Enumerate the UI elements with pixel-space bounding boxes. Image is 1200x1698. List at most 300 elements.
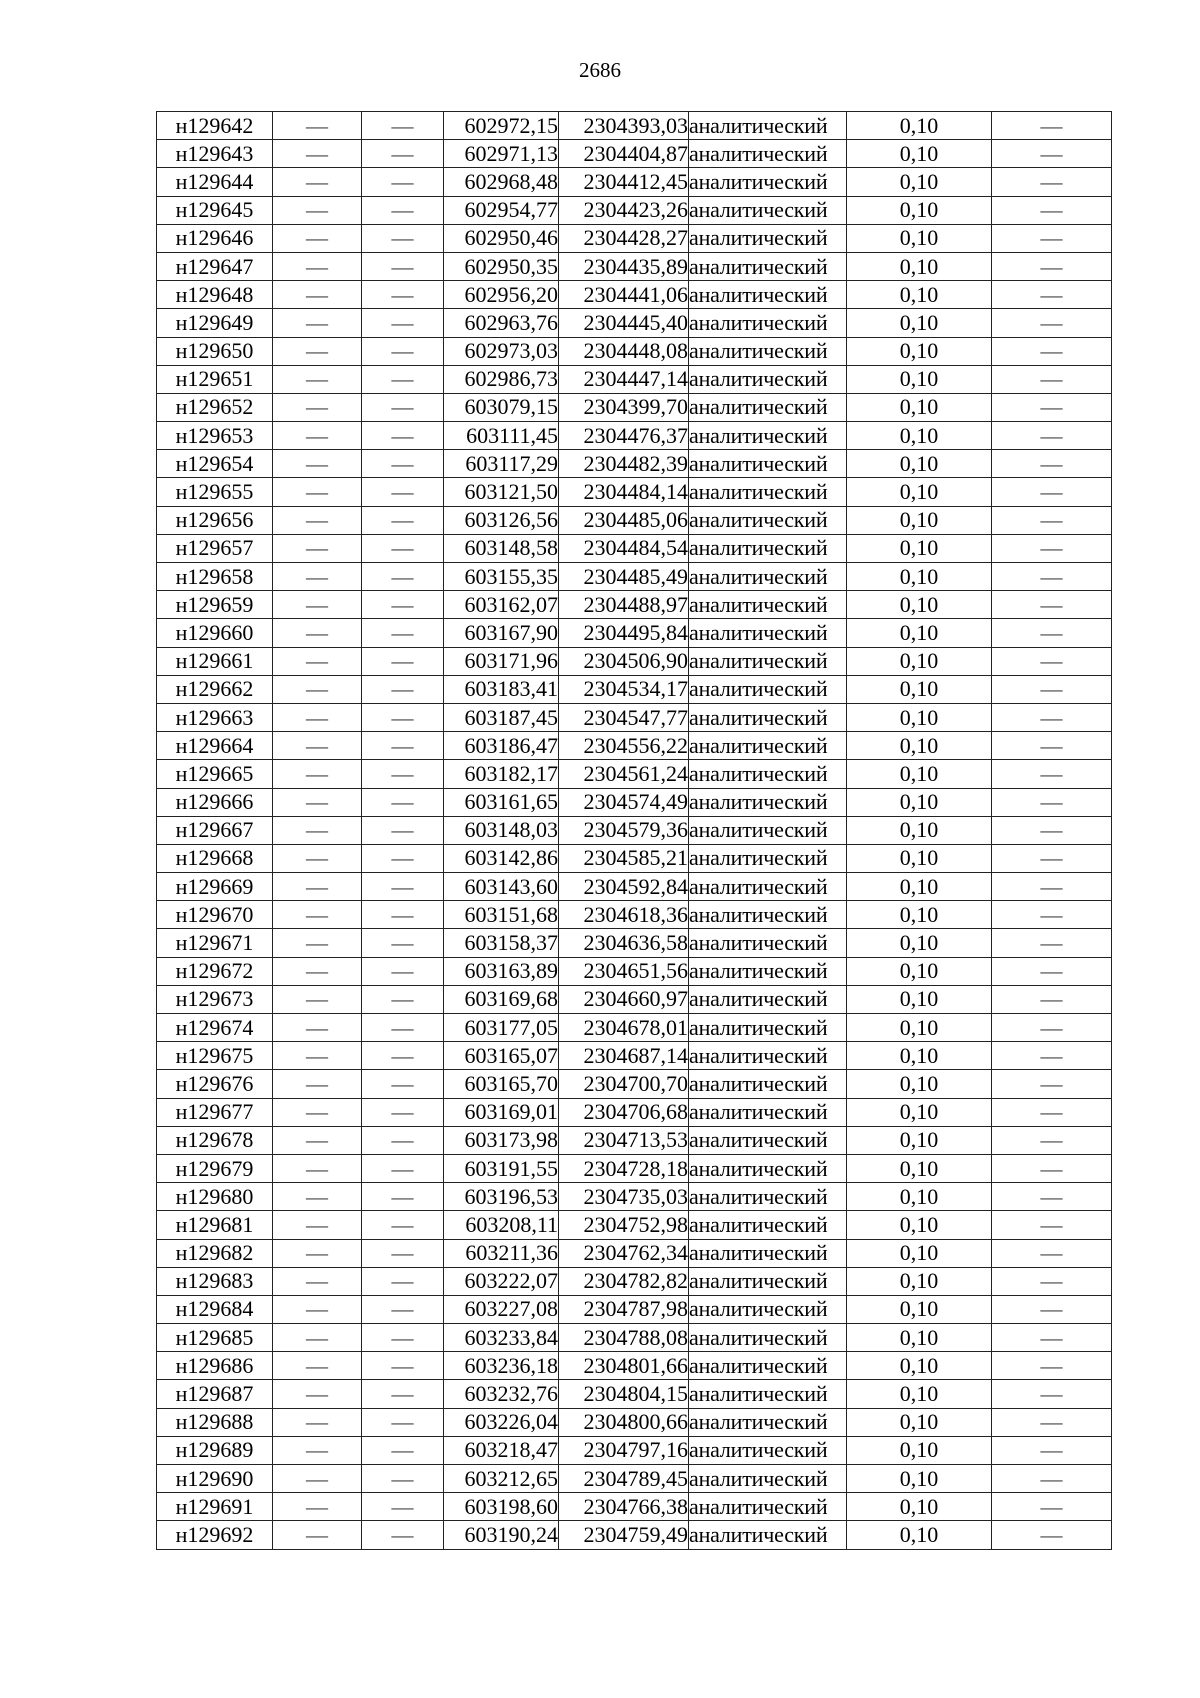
x-coordinate-cell: 603165,70 xyxy=(444,1070,559,1098)
table-row xyxy=(157,1098,1112,1126)
dash-cell: — xyxy=(362,196,444,224)
y-coordinate-cell: 2304556,22 xyxy=(559,732,689,760)
dash-cell: — xyxy=(273,563,362,591)
dash-cell: — xyxy=(992,1014,1112,1042)
table-row xyxy=(157,1436,1112,1464)
x-coordinate-cell: 603233,84 xyxy=(444,1324,559,1352)
point-id-cell: н129662 xyxy=(157,675,273,703)
point-id-cell: н129686 xyxy=(157,1352,273,1380)
dash-cell: — xyxy=(992,534,1112,562)
accuracy-cell: 0,10 xyxy=(847,168,992,196)
x-coordinate-cell: 603212,65 xyxy=(444,1465,559,1493)
method-cell: аналитический xyxy=(689,112,847,140)
method-cell: аналитический xyxy=(689,873,847,901)
point-id-cell: н129651 xyxy=(157,365,273,393)
point-id-cell: н129692 xyxy=(157,1521,273,1549)
table-body xyxy=(157,112,1112,1550)
table-row xyxy=(157,760,1112,788)
x-coordinate-cell: 603173,98 xyxy=(444,1126,559,1154)
point-id-cell: н129643 xyxy=(157,140,273,168)
dash-cell: — xyxy=(992,365,1112,393)
dash-cell: — xyxy=(273,1493,362,1521)
point-id-cell: н129646 xyxy=(157,224,273,252)
dash-cell: — xyxy=(273,1324,362,1352)
accuracy-cell: 0,10 xyxy=(847,816,992,844)
method-cell: аналитический xyxy=(689,365,847,393)
dash-cell: — xyxy=(992,1436,1112,1464)
method-cell: аналитический xyxy=(689,1295,847,1323)
dash-cell: — xyxy=(273,929,362,957)
dash-cell: — xyxy=(273,1183,362,1211)
point-id-cell: н129642 xyxy=(157,112,273,140)
dash-cell: — xyxy=(362,1098,444,1126)
dash-cell: — xyxy=(273,1014,362,1042)
point-id-cell: н129654 xyxy=(157,450,273,478)
dash-cell: — xyxy=(362,224,444,252)
method-cell: аналитический xyxy=(689,788,847,816)
table-row xyxy=(157,1295,1112,1323)
accuracy-cell: 0,10 xyxy=(847,760,992,788)
dash-cell: — xyxy=(273,393,362,421)
table-row xyxy=(157,1183,1112,1211)
x-coordinate-cell: 603111,45 xyxy=(444,422,559,450)
dash-cell: — xyxy=(273,450,362,478)
x-coordinate-cell: 603162,07 xyxy=(444,591,559,619)
dash-cell: — xyxy=(362,675,444,703)
y-coordinate-cell: 2304706,68 xyxy=(559,1098,689,1126)
point-id-cell: н129658 xyxy=(157,563,273,591)
dash-cell: — xyxy=(992,957,1112,985)
dash-cell: — xyxy=(992,506,1112,534)
dash-cell: — xyxy=(273,647,362,675)
accuracy-cell: 0,10 xyxy=(847,534,992,562)
y-coordinate-cell: 2304441,06 xyxy=(559,281,689,309)
x-coordinate-cell: 602950,35 xyxy=(444,252,559,280)
x-coordinate-cell: 603218,47 xyxy=(444,1436,559,1464)
accuracy-cell: 0,10 xyxy=(847,703,992,731)
method-cell: аналитический xyxy=(689,224,847,252)
dash-cell: — xyxy=(992,788,1112,816)
method-cell: аналитический xyxy=(689,619,847,647)
table-row xyxy=(157,252,1112,280)
dash-cell: — xyxy=(992,619,1112,647)
accuracy-cell: 0,10 xyxy=(847,1239,992,1267)
accuracy-cell: 0,10 xyxy=(847,675,992,703)
table-row xyxy=(157,1211,1112,1239)
x-coordinate-cell: 603143,60 xyxy=(444,873,559,901)
dash-cell: — xyxy=(273,1267,362,1295)
point-id-cell: н129681 xyxy=(157,1211,273,1239)
y-coordinate-cell: 2304787,98 xyxy=(559,1295,689,1323)
dash-cell: — xyxy=(992,1126,1112,1154)
dash-cell: — xyxy=(992,1324,1112,1352)
y-coordinate-cell: 2304561,24 xyxy=(559,760,689,788)
x-coordinate-cell: 603232,76 xyxy=(444,1380,559,1408)
point-id-cell: н129674 xyxy=(157,1014,273,1042)
table-row xyxy=(157,393,1112,421)
dash-cell: — xyxy=(362,309,444,337)
method-cell: аналитический xyxy=(689,1493,847,1521)
table-row xyxy=(157,140,1112,168)
dash-cell: — xyxy=(362,1267,444,1295)
dash-cell: — xyxy=(273,281,362,309)
y-coordinate-cell: 2304476,37 xyxy=(559,422,689,450)
point-id-cell: н129680 xyxy=(157,1183,273,1211)
table-row xyxy=(157,224,1112,252)
dash-cell: — xyxy=(273,985,362,1013)
accuracy-cell: 0,10 xyxy=(847,1014,992,1042)
y-coordinate-cell: 2304495,84 xyxy=(559,619,689,647)
dash-cell: — xyxy=(992,675,1112,703)
accuracy-cell: 0,10 xyxy=(847,309,992,337)
y-coordinate-cell: 2304448,08 xyxy=(559,337,689,365)
point-id-cell: н129648 xyxy=(157,281,273,309)
y-coordinate-cell: 2304651,56 xyxy=(559,957,689,985)
x-coordinate-cell: 603165,07 xyxy=(444,1042,559,1070)
point-id-cell: н129649 xyxy=(157,309,273,337)
x-coordinate-cell: 603236,18 xyxy=(444,1352,559,1380)
dash-cell: — xyxy=(362,422,444,450)
accuracy-cell: 0,10 xyxy=(847,1324,992,1352)
y-coordinate-cell: 2304399,70 xyxy=(559,393,689,421)
method-cell: аналитический xyxy=(689,337,847,365)
dash-cell: — xyxy=(273,140,362,168)
x-coordinate-cell: 603117,29 xyxy=(444,450,559,478)
method-cell: аналитический xyxy=(689,422,847,450)
x-coordinate-cell: 603198,60 xyxy=(444,1493,559,1521)
y-coordinate-cell: 2304801,66 xyxy=(559,1352,689,1380)
y-coordinate-cell: 2304428,27 xyxy=(559,224,689,252)
dash-cell: — xyxy=(362,534,444,562)
y-coordinate-cell: 2304636,58 xyxy=(559,929,689,957)
point-id-cell: н129678 xyxy=(157,1126,273,1154)
dash-cell: — xyxy=(992,844,1112,872)
method-cell: аналитический xyxy=(689,1380,847,1408)
point-id-cell: н129668 xyxy=(157,844,273,872)
x-coordinate-cell: 603142,86 xyxy=(444,844,559,872)
x-coordinate-cell: 603171,96 xyxy=(444,647,559,675)
point-id-cell: н129675 xyxy=(157,1042,273,1070)
dash-cell: — xyxy=(273,506,362,534)
dash-cell: — xyxy=(273,816,362,844)
x-coordinate-cell: 603182,17 xyxy=(444,760,559,788)
dash-cell: — xyxy=(992,1465,1112,1493)
dash-cell: — xyxy=(362,1126,444,1154)
accuracy-cell: 0,10 xyxy=(847,337,992,365)
dash-cell: — xyxy=(362,563,444,591)
y-coordinate-cell: 2304482,39 xyxy=(559,450,689,478)
table-row xyxy=(157,703,1112,731)
dash-cell: — xyxy=(362,1324,444,1352)
y-coordinate-cell: 2304800,66 xyxy=(559,1408,689,1436)
dash-cell: — xyxy=(273,422,362,450)
dash-cell: — xyxy=(273,760,362,788)
dash-cell: — xyxy=(362,140,444,168)
dash-cell: — xyxy=(273,1154,362,1182)
dash-cell: — xyxy=(362,1352,444,1380)
accuracy-cell: 0,10 xyxy=(847,619,992,647)
accuracy-cell: 0,10 xyxy=(847,1070,992,1098)
method-cell: аналитический xyxy=(689,591,847,619)
dash-cell: — xyxy=(992,1098,1112,1126)
y-coordinate-cell: 2304660,97 xyxy=(559,985,689,1013)
table-row xyxy=(157,281,1112,309)
accuracy-cell: 0,10 xyxy=(847,252,992,280)
dash-cell: — xyxy=(992,1521,1112,1549)
point-id-cell: н129655 xyxy=(157,478,273,506)
dash-cell: — xyxy=(992,281,1112,309)
accuracy-cell: 0,10 xyxy=(847,957,992,985)
x-coordinate-cell: 603148,58 xyxy=(444,534,559,562)
table-row xyxy=(157,1154,1112,1182)
accuracy-cell: 0,10 xyxy=(847,929,992,957)
dash-cell: — xyxy=(362,985,444,1013)
dash-cell: — xyxy=(992,1380,1112,1408)
accuracy-cell: 0,10 xyxy=(847,732,992,760)
dash-cell: — xyxy=(273,901,362,929)
dash-cell: — xyxy=(273,732,362,760)
method-cell: аналитический xyxy=(689,563,847,591)
y-coordinate-cell: 2304579,36 xyxy=(559,816,689,844)
accuracy-cell: 0,10 xyxy=(847,591,992,619)
x-coordinate-cell: 602971,13 xyxy=(444,140,559,168)
method-cell: аналитический xyxy=(689,985,847,1013)
y-coordinate-cell: 2304678,01 xyxy=(559,1014,689,1042)
dash-cell: — xyxy=(992,1295,1112,1323)
dash-cell: — xyxy=(992,985,1112,1013)
point-id-cell: н129677 xyxy=(157,1098,273,1126)
dash-cell: — xyxy=(362,1465,444,1493)
x-coordinate-cell: 603196,53 xyxy=(444,1183,559,1211)
accuracy-cell: 0,10 xyxy=(847,788,992,816)
dash-cell: — xyxy=(362,1408,444,1436)
x-coordinate-cell: 603163,89 xyxy=(444,957,559,985)
x-coordinate-cell: 603208,11 xyxy=(444,1211,559,1239)
dash-cell: — xyxy=(992,1154,1112,1182)
dash-cell: — xyxy=(362,1380,444,1408)
table-row xyxy=(157,873,1112,901)
point-id-cell: н129682 xyxy=(157,1239,273,1267)
x-coordinate-cell: 603126,56 xyxy=(444,506,559,534)
method-cell: аналитический xyxy=(689,760,847,788)
dash-cell: — xyxy=(992,647,1112,675)
dash-cell: — xyxy=(992,478,1112,506)
method-cell: аналитический xyxy=(689,1126,847,1154)
method-cell: аналитический xyxy=(689,1521,847,1549)
table-row xyxy=(157,1126,1112,1154)
table-row xyxy=(157,844,1112,872)
table-row xyxy=(157,450,1112,478)
dash-cell: — xyxy=(362,1493,444,1521)
dash-cell: — xyxy=(273,478,362,506)
dash-cell: — xyxy=(362,929,444,957)
point-id-cell: н129679 xyxy=(157,1154,273,1182)
table-row xyxy=(157,647,1112,675)
dash-cell: — xyxy=(273,534,362,562)
point-id-cell: н129653 xyxy=(157,422,273,450)
y-coordinate-cell: 2304762,34 xyxy=(559,1239,689,1267)
table-row xyxy=(157,957,1112,985)
point-id-cell: н129676 xyxy=(157,1070,273,1098)
dash-cell: — xyxy=(362,1014,444,1042)
accuracy-cell: 0,10 xyxy=(847,985,992,1013)
y-coordinate-cell: 2304687,14 xyxy=(559,1042,689,1070)
x-coordinate-cell: 603211,36 xyxy=(444,1239,559,1267)
accuracy-cell: 0,10 xyxy=(847,901,992,929)
table-row xyxy=(157,309,1112,337)
point-id-cell: н129660 xyxy=(157,619,273,647)
method-cell: аналитический xyxy=(689,1154,847,1182)
accuracy-cell: 0,10 xyxy=(847,196,992,224)
point-id-cell: н129688 xyxy=(157,1408,273,1436)
y-coordinate-cell: 2304488,97 xyxy=(559,591,689,619)
y-coordinate-cell: 2304752,98 xyxy=(559,1211,689,1239)
dash-cell: — xyxy=(273,844,362,872)
accuracy-cell: 0,10 xyxy=(847,1267,992,1295)
accuracy-cell: 0,10 xyxy=(847,844,992,872)
method-cell: аналитический xyxy=(689,1267,847,1295)
dash-cell: — xyxy=(362,901,444,929)
dash-cell: — xyxy=(992,422,1112,450)
table-row xyxy=(157,337,1112,365)
point-id-cell: н129673 xyxy=(157,985,273,1013)
dash-cell: — xyxy=(273,1042,362,1070)
accuracy-cell: 0,10 xyxy=(847,1126,992,1154)
x-coordinate-cell: 603226,04 xyxy=(444,1408,559,1436)
x-coordinate-cell: 603155,35 xyxy=(444,563,559,591)
point-id-cell: н129663 xyxy=(157,703,273,731)
dash-cell: — xyxy=(273,619,362,647)
dash-cell: — xyxy=(362,1521,444,1549)
dash-cell: — xyxy=(992,901,1112,929)
point-id-cell: н129691 xyxy=(157,1493,273,1521)
dash-cell: — xyxy=(992,450,1112,478)
x-coordinate-cell: 602963,76 xyxy=(444,309,559,337)
method-cell: аналитический xyxy=(689,196,847,224)
table-row xyxy=(157,422,1112,450)
dash-cell: — xyxy=(273,309,362,337)
y-coordinate-cell: 2304759,49 xyxy=(559,1521,689,1549)
method-cell: аналитический xyxy=(689,675,847,703)
method-cell: аналитический xyxy=(689,1070,847,1098)
x-coordinate-cell: 603222,07 xyxy=(444,1267,559,1295)
table-row xyxy=(157,1408,1112,1436)
point-id-cell: н129656 xyxy=(157,506,273,534)
point-id-cell: н129650 xyxy=(157,337,273,365)
accuracy-cell: 0,10 xyxy=(847,450,992,478)
dash-cell: — xyxy=(362,450,444,478)
dash-cell: — xyxy=(992,1183,1112,1211)
table-row xyxy=(157,478,1112,506)
accuracy-cell: 0,10 xyxy=(847,140,992,168)
point-id-cell: н129667 xyxy=(157,816,273,844)
point-id-cell: н129670 xyxy=(157,901,273,929)
dash-cell: — xyxy=(273,873,362,901)
dash-cell: — xyxy=(992,760,1112,788)
x-coordinate-cell: 602956,20 xyxy=(444,281,559,309)
dash-cell: — xyxy=(362,844,444,872)
dash-cell: — xyxy=(362,365,444,393)
dash-cell: — xyxy=(273,1239,362,1267)
x-coordinate-cell: 603169,68 xyxy=(444,985,559,1013)
dash-cell: — xyxy=(362,619,444,647)
accuracy-cell: 0,10 xyxy=(847,393,992,421)
y-coordinate-cell: 2304485,06 xyxy=(559,506,689,534)
x-coordinate-cell: 603186,47 xyxy=(444,732,559,760)
dash-cell: — xyxy=(273,788,362,816)
x-coordinate-cell: 603121,50 xyxy=(444,478,559,506)
dash-cell: — xyxy=(992,393,1112,421)
y-coordinate-cell: 2304735,03 xyxy=(559,1183,689,1211)
method-cell: аналитический xyxy=(689,1239,847,1267)
method-cell: аналитический xyxy=(689,901,847,929)
dash-cell: — xyxy=(992,309,1112,337)
table-row xyxy=(157,619,1112,647)
y-coordinate-cell: 2304592,84 xyxy=(559,873,689,901)
table-row xyxy=(157,1070,1112,1098)
accuracy-cell: 0,10 xyxy=(847,478,992,506)
table-row xyxy=(157,365,1112,393)
y-coordinate-cell: 2304766,38 xyxy=(559,1493,689,1521)
dash-cell: — xyxy=(992,591,1112,619)
method-cell: аналитический xyxy=(689,252,847,280)
y-coordinate-cell: 2304728,18 xyxy=(559,1154,689,1182)
dash-cell: — xyxy=(273,1211,362,1239)
dash-cell: — xyxy=(992,196,1112,224)
dash-cell: — xyxy=(992,873,1112,901)
dash-cell: — xyxy=(992,1239,1112,1267)
dash-cell: — xyxy=(362,1042,444,1070)
dash-cell: — xyxy=(992,168,1112,196)
table-row xyxy=(157,1042,1112,1070)
dash-cell: — xyxy=(273,1465,362,1493)
dash-cell: — xyxy=(273,337,362,365)
x-coordinate-cell: 603187,45 xyxy=(444,703,559,731)
accuracy-cell: 0,10 xyxy=(847,1465,992,1493)
y-coordinate-cell: 2304404,87 xyxy=(559,140,689,168)
point-id-cell: н129671 xyxy=(157,929,273,957)
table-row xyxy=(157,1521,1112,1549)
x-coordinate-cell: 603167,90 xyxy=(444,619,559,647)
method-cell: аналитический xyxy=(689,929,847,957)
point-id-cell: н129666 xyxy=(157,788,273,816)
accuracy-cell: 0,10 xyxy=(847,224,992,252)
y-coordinate-cell: 2304484,54 xyxy=(559,534,689,562)
x-coordinate-cell: 603158,37 xyxy=(444,929,559,957)
method-cell: аналитический xyxy=(689,647,847,675)
dash-cell: — xyxy=(273,1436,362,1464)
y-coordinate-cell: 2304547,77 xyxy=(559,703,689,731)
y-coordinate-cell: 2304393,03 xyxy=(559,112,689,140)
y-coordinate-cell: 2304484,14 xyxy=(559,478,689,506)
dash-cell: — xyxy=(362,1211,444,1239)
x-coordinate-cell: 603151,68 xyxy=(444,901,559,929)
table-row xyxy=(157,788,1112,816)
dash-cell: — xyxy=(362,732,444,760)
method-cell: аналитический xyxy=(689,1408,847,1436)
coordinates-table xyxy=(156,111,1112,1550)
dash-cell: — xyxy=(362,760,444,788)
method-cell: аналитический xyxy=(689,844,847,872)
y-coordinate-cell: 2304700,70 xyxy=(559,1070,689,1098)
dash-cell: — xyxy=(992,703,1112,731)
y-coordinate-cell: 2304713,53 xyxy=(559,1126,689,1154)
point-id-cell: н129664 xyxy=(157,732,273,760)
y-coordinate-cell: 2304618,36 xyxy=(559,901,689,929)
x-coordinate-cell: 602972,15 xyxy=(444,112,559,140)
dash-cell: — xyxy=(992,337,1112,365)
table-row xyxy=(157,1014,1112,1042)
